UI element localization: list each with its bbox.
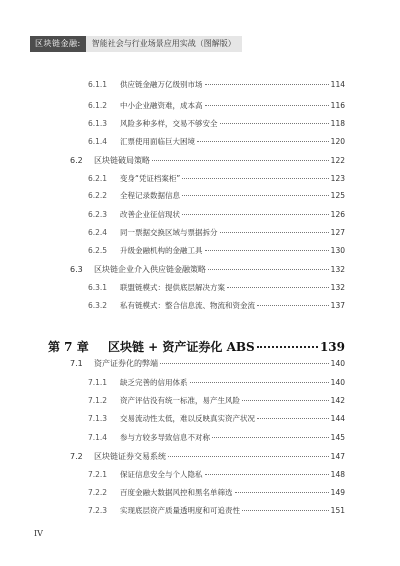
header-tag: 区块链金融: xyxy=(30,36,86,52)
toc-entry[interactable] xyxy=(88,118,345,129)
toc-entry[interactable] xyxy=(88,432,345,443)
dot-leader xyxy=(257,305,329,306)
toc-entry-title: 升级金融机构的金融工具 xyxy=(120,246,203,255)
toc-entry-number: 6.2.2 xyxy=(88,191,108,200)
dot-leader xyxy=(205,250,329,251)
header-book-title: 智能社会与行业场景应用实战（图解版） xyxy=(86,36,242,52)
toc-entry-page: 132 xyxy=(330,283,345,292)
toc-entry[interactable] xyxy=(88,377,345,388)
toc-entry-number: 6.2.1 xyxy=(88,174,108,183)
toc-entry-title: 供应链金融万亿级别市场 xyxy=(120,80,203,89)
toc-entry[interactable] xyxy=(88,100,345,111)
toc-entry-number: 7.1 xyxy=(70,359,83,368)
toc-entry[interactable] xyxy=(88,173,345,184)
dot-leader xyxy=(212,437,329,438)
toc-entry-page: 132 xyxy=(330,265,345,274)
toc-entry-number: 6.3.2 xyxy=(88,301,108,310)
toc-entry[interactable] xyxy=(88,282,345,293)
toc-entry-title: 全程记录数据信息 xyxy=(120,191,180,200)
toc-entry[interactable] xyxy=(70,451,345,462)
toc-entry-title: 同一票据交换区域与票据拆分 xyxy=(120,228,218,237)
toc-entry-title: 区块链证券交易系统 xyxy=(94,452,166,461)
toc-entry-page: 123 xyxy=(330,174,345,183)
dot-leader xyxy=(190,382,329,383)
dot-leader xyxy=(197,141,329,142)
toc-entry-number: 7.2.2 xyxy=(88,488,108,497)
dot-leader xyxy=(235,492,329,493)
toc-entry-number: 7.1.1 xyxy=(88,378,108,387)
toc-entry-title: 缺乏完善的信用体系 xyxy=(120,378,188,387)
toc-entry-page: 114 xyxy=(330,80,345,89)
dot-leader xyxy=(160,363,329,364)
dot-leader xyxy=(208,269,329,270)
page-number: IV xyxy=(34,529,43,538)
toc-entry-page: 137 xyxy=(330,301,345,310)
toc-entry-number: 6.1.2 xyxy=(88,101,108,110)
toc-entry-page: 140 xyxy=(330,359,345,368)
toc-entry-page: 127 xyxy=(330,228,345,237)
toc-entry-page: 130 xyxy=(330,246,345,255)
toc-entry[interactable] xyxy=(88,469,345,480)
toc-entry-page: 151 xyxy=(330,506,345,515)
toc-entry-title: 变身“凭证档案柜” xyxy=(120,174,181,183)
toc-entry-page: 149 xyxy=(330,488,345,497)
toc-entry-page: 122 xyxy=(330,156,345,165)
toc-entry-page: 120 xyxy=(330,137,345,146)
toc-entry-number: 7.2.1 xyxy=(88,470,108,479)
toc-entry-title: 实现底层资产质量透明度和可追责性 xyxy=(120,506,240,515)
toc-entry-page: 118 xyxy=(330,119,345,128)
toc-entry-page: 144 xyxy=(330,414,345,423)
toc-entry[interactable] xyxy=(88,487,345,498)
toc-entry-number: 6.1.3 xyxy=(88,119,108,128)
dot-leader xyxy=(220,232,329,233)
toc-entry-title: 资产评估没有统一标准，易产生风险 xyxy=(120,396,240,405)
dot-leader xyxy=(257,346,318,348)
toc-entry[interactable] xyxy=(88,300,345,311)
toc-entry[interactable] xyxy=(70,358,345,369)
toc-entry-page: 116 xyxy=(330,101,345,110)
toc-entry-title: 中小企业融资难，成本高 xyxy=(120,101,203,110)
dot-leader xyxy=(220,123,329,124)
dot-leader xyxy=(257,418,329,419)
toc-entry-title: 参与方较多导致信息不对称 xyxy=(120,433,210,442)
toc-entry[interactable] xyxy=(88,395,345,406)
toc-entry-title: 改善企业征信现状 xyxy=(120,210,180,219)
toc-entry-page: 145 xyxy=(330,433,345,442)
toc-entry-page: 147 xyxy=(330,452,345,461)
toc-entry[interactable] xyxy=(48,338,345,355)
toc-entry-page: 125 xyxy=(330,191,345,200)
toc-entry-number: 6.2.5 xyxy=(88,246,108,255)
toc-entry-page: 140 xyxy=(330,378,345,387)
toc-entry-title: 风险多种多样，交易不够安全 xyxy=(120,119,218,128)
toc-entry[interactable] xyxy=(88,190,345,201)
toc-entry-title: 保证信息安全与个人隐私 xyxy=(120,470,203,479)
toc-entry[interactable] xyxy=(88,136,345,147)
toc-entry-number: 6.1.4 xyxy=(88,137,108,146)
toc-entry-number: 7.1.4 xyxy=(88,433,108,442)
toc-entry-title: 百度金融大数据风控和黑名单筛选 xyxy=(120,488,233,497)
toc-entry-title: 汇票使用面临巨大困境 xyxy=(120,137,195,146)
toc-entry[interactable] xyxy=(88,227,345,238)
toc-entry-number: 6.3.1 xyxy=(88,283,108,292)
toc-entry[interactable] xyxy=(70,155,345,166)
toc-entry-number: 7.1.3 xyxy=(88,414,108,423)
toc-entry-title: 区块链 + 资产证券化 ABS xyxy=(108,340,255,354)
toc-entry-number: 7.2 xyxy=(70,452,83,461)
dot-leader xyxy=(227,287,329,288)
toc-entry-number: 6.1.1 xyxy=(88,80,108,89)
dot-leader xyxy=(205,474,329,475)
dot-leader xyxy=(182,178,328,179)
toc-entry[interactable] xyxy=(88,245,345,256)
toc-entry-number: 7.1.2 xyxy=(88,396,108,405)
dot-leader xyxy=(168,456,329,457)
toc-entry-number: 7.2.3 xyxy=(88,506,108,515)
toc-entry-page: 126 xyxy=(330,210,345,219)
toc-entry-page: 139 xyxy=(319,340,345,354)
toc-entry[interactable] xyxy=(88,79,345,90)
dot-leader xyxy=(205,84,329,85)
dot-leader xyxy=(152,160,329,161)
toc-entry-title: 交易流动性太低，难以反映真实资产状况 xyxy=(120,414,255,423)
toc-entry-title: 私有链模式：整合信息流、物流和资金流 xyxy=(120,301,255,310)
dot-leader xyxy=(182,195,329,196)
dot-leader xyxy=(242,510,329,511)
toc-entry-title: 联盟链模式：提供底层解决方案 xyxy=(120,283,225,292)
toc-entry-number: 6.2.4 xyxy=(88,228,108,237)
toc-entry[interactable] xyxy=(88,413,345,424)
toc-entry-title: 区块链企业介入供应链金融策略 xyxy=(94,265,206,274)
toc-entry-number: 6.2 xyxy=(70,156,83,165)
toc-entry[interactable] xyxy=(88,209,345,220)
toc-entry-page: 142 xyxy=(330,396,345,405)
dot-leader xyxy=(182,214,329,215)
toc-entry-page: 148 xyxy=(330,470,345,479)
toc-entry-number: 6.2.3 xyxy=(88,210,108,219)
dot-leader xyxy=(205,105,329,106)
toc-entry-number: 6.3 xyxy=(70,265,83,274)
toc-entry-number: 第 7 章 xyxy=(48,340,89,354)
toc-entry-title: 区块链破局策略 xyxy=(94,156,150,165)
toc-entry[interactable] xyxy=(88,505,345,516)
toc-entry-title: 资产证券化的弊端 xyxy=(94,359,158,368)
toc-entry[interactable] xyxy=(70,264,345,275)
dot-leader xyxy=(242,400,329,401)
